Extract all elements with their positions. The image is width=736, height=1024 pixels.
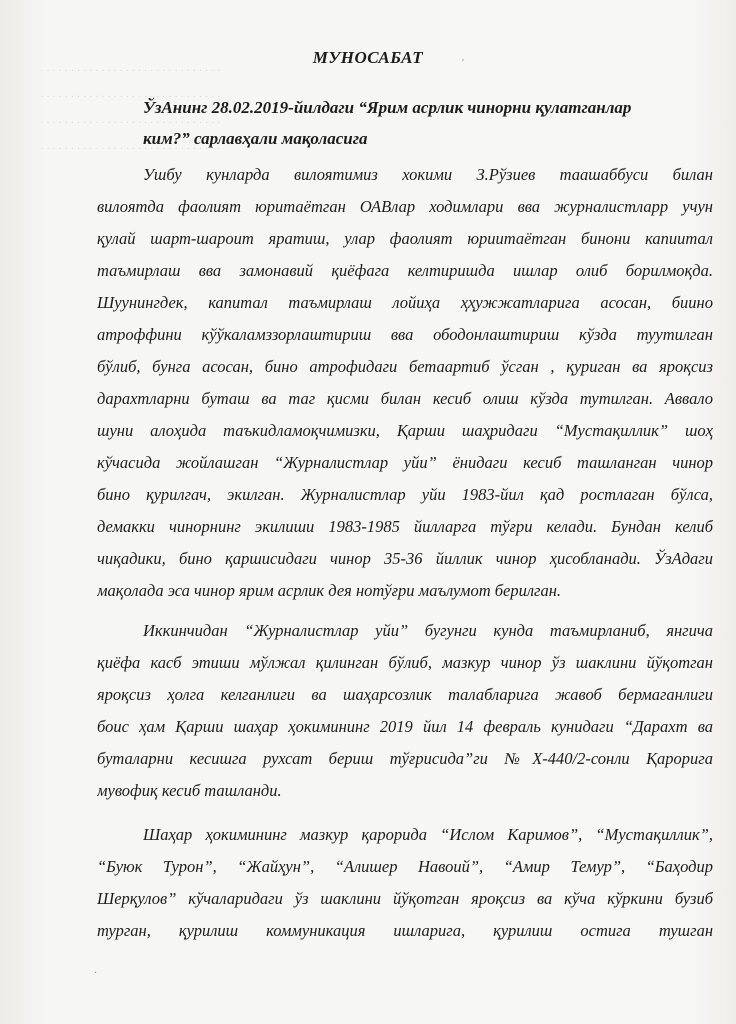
text-line: Шерқулов” кўчаларидаги ўз шаклини йўқотган яроқсиз ва кўча кўркини бузиб [97,889,713,908]
text-line: Иккинчидан “Журналистлар уйи” бугунги кунда таъмирланиб, янгича [143,621,713,640]
bleed-through-text: . . . . . . . . . . . . . . . . . . . . . . . . . . . . . . [40,114,220,126]
text-line: мақолада эса чинор ярим асрлик дея нотўғри маълумот берилган. [97,581,562,600]
text-line: кўчасида жойлашган “Журналистлар уйи” ёнидаги кесиб ташланган чинор [97,453,713,472]
document-subtitle [143,92,703,154]
text-line: чиқадики, бино қаршисидаги чинор 35-36 йиллик чинор ҳисобланади. ЎзАдаги [97,549,713,568]
bleed-through-text: . . . . . . . . . . . . . . . . . . . . . . . . . . . . . . [40,88,220,100]
subtitle-line: ЎзАнинг 28.02.2019-йилдаги “Ярим асрлик чинорни қулатганлар [143,98,632,117]
text-line: “Буюк Турон”, “Жайҳун”, “Алишер Навоий”, “Амир Темур”, “Баҳодир [97,857,713,876]
text-line: қулай шарт-шароит яратиш, улар фаолият юриитаётган бинони капиитал [97,229,713,248]
bleed-through-text: . . . . . . . . . . . . . . . . . . . . . . . . . . . . . . [40,62,220,74]
text-line: атроффини кўўкаламззорлаштириш вва ободонлаштириш кўзда туутилган [97,325,713,344]
text-line: таъмирлаш вва замонавий қиёфага келтиришда ишлар олиб борилмоқда. [97,261,713,280]
bleed-through-text: . . . . . . . . . . . . . . . . . . . . . . . . . . . . . . [40,140,220,152]
text-line: Шуунингдек, капитал таъмирлаш лойиҳа ҳҳужжатларига асосан, биино [97,293,713,312]
pen-mark: · [94,968,98,979]
subtitle-line: ким?” сарлавҳали мақоласига [143,129,368,148]
document-heading: МУНОСАБАТ [312,48,424,67]
text-line: демакки чинорнинг экилиши 1983-1985 йилларга тўғри келади. Бундан келиб [97,517,713,536]
text-line: турган, қурилиш коммуникация ишларига, қурилиш остига тушган [97,921,713,940]
text-line: бино қурилгач, экилган. Журналистлар уйи 1983-йил қад ростлаган бўлса, [97,485,713,504]
text-line: дарахтларни буташ ва таг қисми билан кесиб олиш кўзда тутилган. Аввало [97,389,713,408]
text-line: вилоятда фаолият юритаётган ОАВлар ходимлари вва журналистларр учун [97,197,713,216]
text-line: боис ҳам Қарши шаҳар ҳокимининг 2019 йил 14 февраль кунидаги “Дарахт ва [97,717,713,736]
text-line: Ушбу кунларда вилоятимиз хокими З.Рўзиев таашаббуси билан [143,165,713,184]
text-line: яроқсиз ҳолга келганлиги ва шаҳарсозлик талабларига жавоб бермаганлиги [97,685,713,704]
text-line: мувофиқ кесиб ташланди. [97,781,282,800]
text-line: бўлиб, бунга асосан, бино атрофидаги бетаартиб ўсган , қуриган ва яроқсиз [97,357,713,376]
text-line: буталарни кесишга рухсат бериш тўғрисида”ги №Х-440/2-сонли Қарорига [97,749,713,768]
pen-mark: ′ [462,58,465,69]
text-line: Шаҳар ҳокимининг мазкур қарорида “Ислом Каримов”, “Мустақиллик”, [143,825,713,844]
text-line: қиёфа касб этиши мўлжал қилинган бўлиб, мазкур чинор ўз шаклини йўқотган [97,653,713,672]
text-line: шуни алоҳида таъкидламоқчимизки, Қарши шаҳридаги “Мустақиллик” шоҳ [97,421,713,440]
